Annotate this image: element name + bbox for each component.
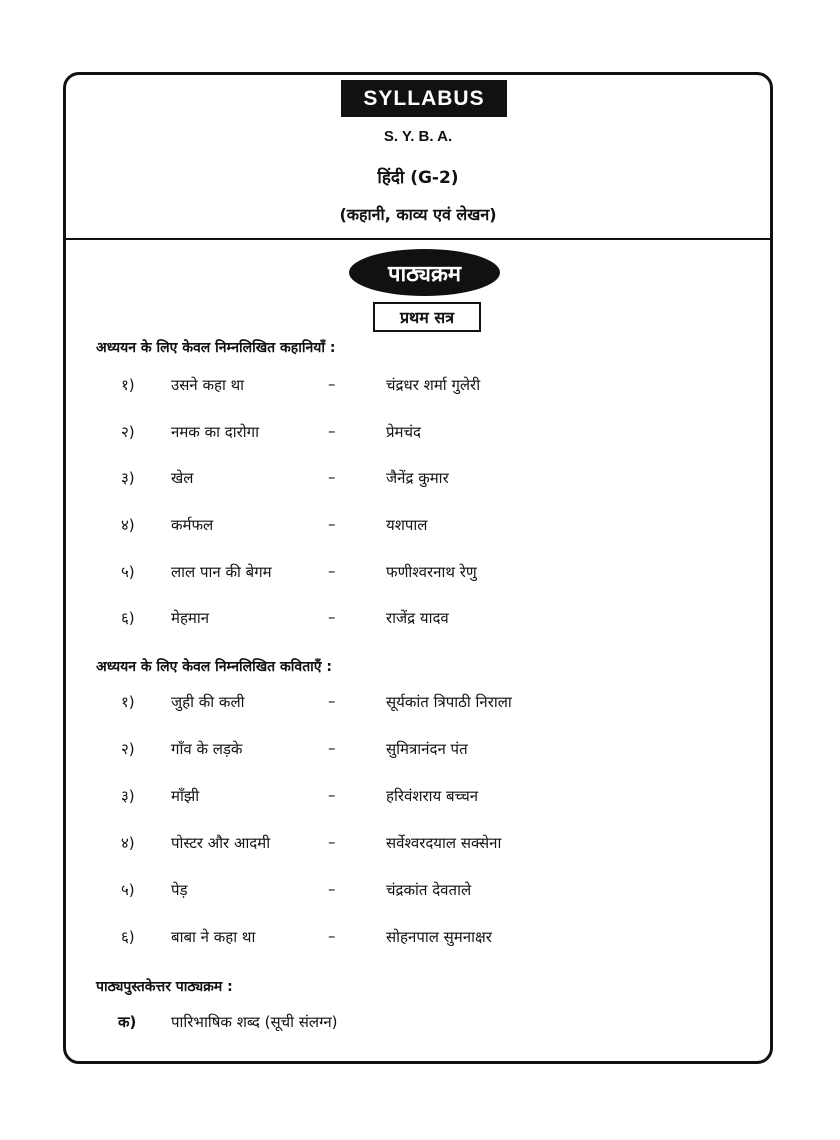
item-author: प्रेमचंद (386, 423, 421, 441)
curriculum-heading: पाठ्यक्रम (349, 249, 500, 296)
item-number: १) (121, 376, 135, 394)
item-author: सूर्यकांत त्रिपाठी निराला (386, 693, 512, 711)
list-item (66, 562, 770, 586)
list-item (66, 375, 770, 399)
item-number: ५) (121, 563, 135, 581)
item-number: ४) (121, 516, 135, 534)
item-author: सर्वेश्वरदयाल सक्सेना (386, 834, 502, 852)
item-title: उसने कहा था (171, 376, 245, 394)
list-item (66, 692, 770, 716)
semester-label: प्रथम सत्र (373, 302, 481, 332)
stories-heading: अध्ययन के लिए केवल निम्नलिखित कहानियाँ : (96, 340, 336, 356)
list-item (66, 515, 770, 539)
item-dash: – (328, 739, 336, 757)
item-dash: – (328, 375, 336, 393)
item-number: ५) (121, 881, 135, 899)
item-title: खेल (171, 469, 194, 487)
item-number: २) (121, 740, 135, 758)
item-title: माँझी (171, 787, 200, 805)
item-title: कर्मफल (171, 516, 214, 534)
item-author: हरिवंशराय बच्चन (386, 787, 479, 805)
item-number: ३) (121, 469, 135, 487)
course-name: S. Y. B. A. (383, 128, 453, 145)
item-number: ४) (121, 834, 135, 852)
list-item (66, 422, 770, 446)
item-dash: – (328, 833, 336, 851)
item-number: ६) (121, 609, 135, 627)
item-dash: – (328, 927, 336, 945)
item-author: सुमित्रानंदन पंत (386, 740, 468, 758)
item-title: पारिभाषिक शब्द (सूची संलग्न) (171, 1013, 338, 1031)
item-title: गाँव के लड़के (171, 740, 243, 758)
item-dash: – (328, 468, 336, 486)
list-item (66, 786, 770, 810)
item-dash: – (328, 880, 336, 898)
item-dash: – (328, 422, 336, 440)
item-dash: – (328, 608, 336, 626)
item-title: पेड़ (171, 881, 188, 899)
poems-heading: अध्ययन के लिए केवल निम्नलिखित कविताएँ : (96, 659, 333, 675)
item-title: लाल पान की बेगम (171, 563, 272, 581)
syllabus-header (66, 75, 770, 240)
item-number: १) (121, 693, 135, 711)
item-number: क) (118, 1013, 137, 1031)
item-author: यशपाल (386, 516, 428, 534)
item-author: सोहनपाल सुमनाक्षर (386, 928, 492, 946)
item-author: चंद्रकांत देवताले (386, 881, 472, 899)
list-item (66, 880, 770, 904)
item-author: चंद्रधर शर्मा गुलेरी (386, 376, 481, 394)
list-item (66, 833, 770, 857)
extra-curriculum-heading: पाठ्यपुस्तकेत्तर पाठ्यक्रम : (96, 979, 233, 995)
item-dash: – (328, 515, 336, 533)
list-item (66, 1012, 770, 1036)
item-title: मेहमान (171, 609, 210, 627)
item-title: नमक का दारोगा (171, 423, 259, 441)
subject-genres: (कहानी, काव्य एवं लेखन) (339, 205, 497, 224)
list-item (66, 739, 770, 763)
item-number: २) (121, 423, 135, 441)
syllabus-frame (63, 72, 773, 1064)
item-dash: – (328, 562, 336, 580)
item-title: बाबा ने कहा था (171, 928, 256, 946)
item-dash: – (328, 692, 336, 710)
item-number: ३) (121, 787, 135, 805)
item-author: राजेंद्र यादव (386, 609, 449, 627)
item-dash: – (328, 786, 336, 804)
item-title: पोस्टर और आदमी (171, 834, 271, 852)
list-item (66, 927, 770, 951)
item-author: जैनेंद्र कुमार (386, 469, 449, 487)
subject-title: हिंदी (G-2) (377, 168, 459, 188)
list-item (66, 608, 770, 632)
item-title: जुही की कली (171, 693, 245, 711)
item-author: फणीश्वरनाथ रेणु (386, 563, 477, 581)
list-item (66, 468, 770, 492)
syllabus-badge: SYLLABUS (341, 80, 507, 117)
item-number: ६) (121, 928, 135, 946)
